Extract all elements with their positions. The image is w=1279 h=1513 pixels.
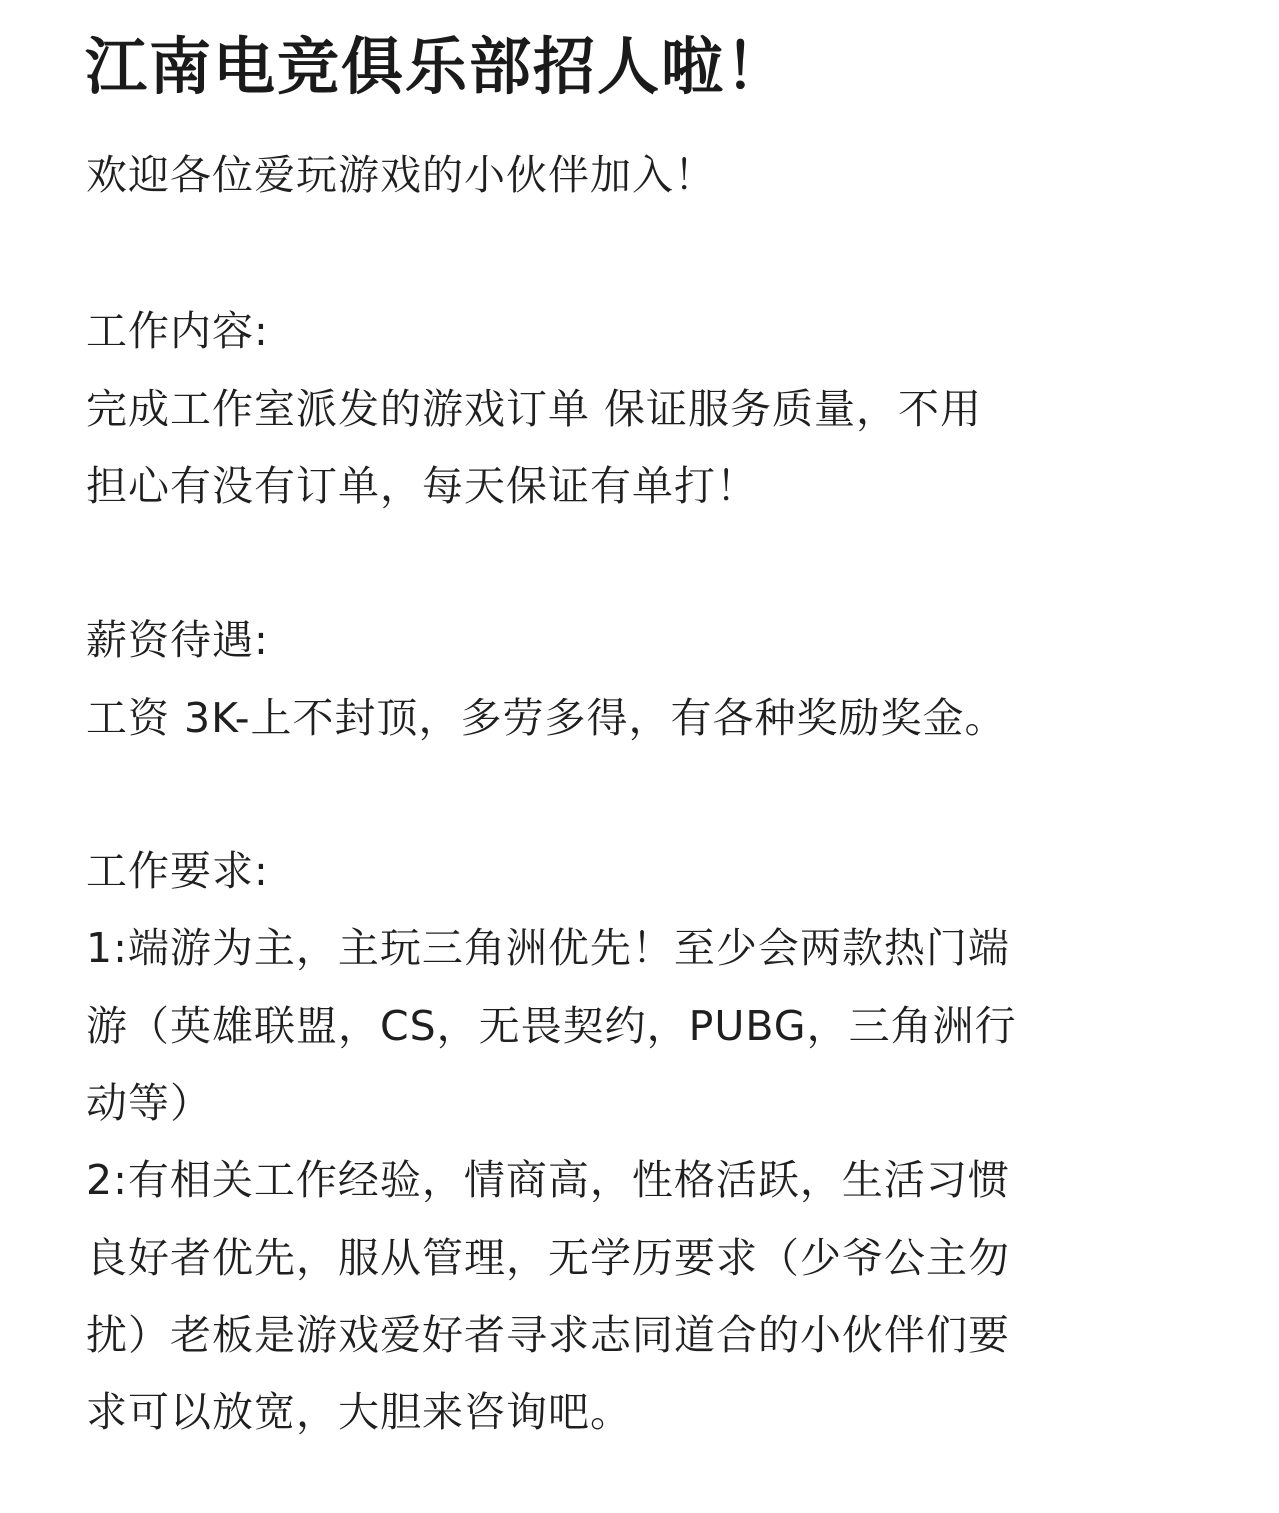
requirements-heading: 工作要求:: [86, 847, 269, 895]
requirements-line: 扰）老板是游戏爱好者寻求志同道合的小伙伴们要: [86, 1311, 1010, 1359]
requirements-line: 良好者优先，服从管理，无学历要求（少爷公主勿: [86, 1234, 1010, 1282]
requirements-line: 1:端游为主，主玩三角洲优先！至少会两款热门端: [86, 924, 1010, 972]
salary-line: 工资 3K-上不封顶，多劳多得，有各种奖励奖金。: [86, 694, 1007, 742]
requirements-line: 2:有相关工作经验，情商高，性格活跃，生活习惯: [86, 1156, 1010, 1204]
intro-text: 欢迎各位爱玩游戏的小伙伴加入！: [86, 151, 716, 199]
job-content-line: 完成工作室派发的游戏订单 保证服务质量，不用: [86, 385, 983, 433]
requirements-line: 游（英雄联盟，CS，无畏契约，PUBG，三角洲行: [86, 1002, 1017, 1050]
salary-heading: 薪资待遇:: [86, 616, 269, 664]
post-title: 江南电竞俱乐部招人啦！: [85, 30, 790, 103]
requirements-line: 求可以放宽，大胆来咨询吧。: [86, 1388, 632, 1436]
job-content-heading: 工作内容:: [86, 307, 269, 355]
requirements-line: 动等）: [86, 1079, 212, 1127]
job-content-line: 担心有没有订单，每天保证有单打！: [86, 462, 758, 510]
